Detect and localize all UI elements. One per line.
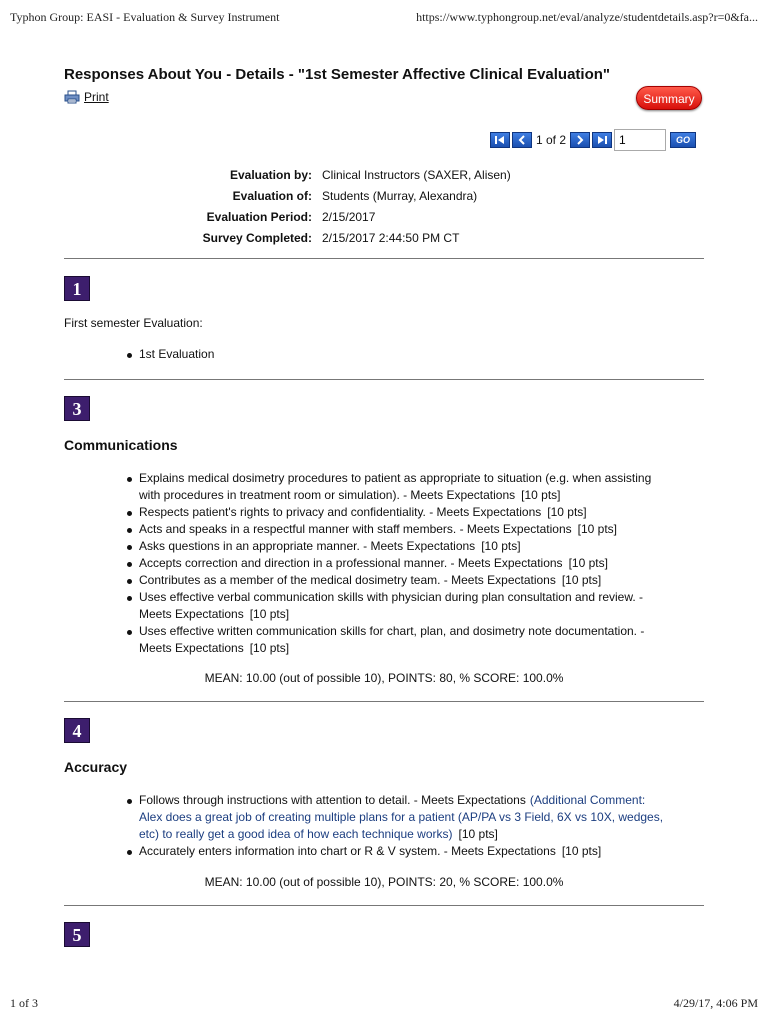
printer-icon (64, 90, 80, 104)
divider (64, 258, 704, 259)
item-points: [10 pts] (547, 505, 587, 519)
section-heading: Communications (64, 437, 178, 453)
section-number-badge: 1 (64, 276, 90, 301)
divider (64, 701, 704, 702)
meta-label: Evaluation Period: (206, 210, 312, 224)
item-text: Follows through instructions with attention to detail. - Meets Expectations (139, 793, 526, 807)
list-item (126, 470, 666, 504)
list-item (126, 843, 666, 860)
meta-value: Clinical Instructors (SAXER, Alisen) (322, 168, 511, 182)
evaluation-meta (64, 168, 704, 252)
section-items (126, 792, 666, 860)
list-item (126, 572, 666, 589)
meta-row (64, 210, 704, 231)
meta-value: 2/15/2017 2:44:50 PM CT (322, 231, 460, 245)
meta-value: 2/15/2017 (322, 210, 376, 224)
item-text: 1st Evaluation (139, 347, 215, 361)
list-item (126, 538, 666, 555)
item-points: [10 pts] (249, 641, 290, 655)
meta-label: Survey Completed: (202, 231, 312, 245)
meta-value: Students (Murray, Alexandra) (322, 189, 478, 203)
section-number-badge: 5 (64, 922, 90, 947)
section-mean-score: MEAN: 10.00 (out of possible 10), POINTS: 20, % SCORE: 100.0% (204, 875, 564, 889)
go-button[interactable]: GO (670, 132, 696, 148)
meta-label: Evaluation by: (229, 168, 312, 182)
item-text: Contributes as a member of the medical dosimetry team. - Meets Expectations (139, 573, 556, 587)
section-number-badge: 3 (64, 396, 90, 421)
item-text: Explains medical dosimetry procedures to patient as appropriate to situation (e.g. when assisting with procedures in treatment room or simulation). - Meets Expectations (139, 471, 652, 502)
meta-label: Evaluation of: (232, 189, 312, 203)
section-items (126, 346, 666, 363)
section-question-text: First semester Evaluation: (64, 316, 203, 330)
meta-row (64, 168, 704, 189)
print-page-number: 1 of 3 (10, 996, 38, 1010)
item-text: Acts and speaks in a respectful manner with staff members. - Meets Expectations (139, 522, 572, 536)
list-item (126, 346, 666, 363)
summary-button[interactable]: Summary (636, 86, 702, 110)
item-points: [10 pts] (481, 539, 521, 553)
list-item (126, 589, 666, 623)
list-item (126, 504, 666, 521)
item-text: Uses effective written communication skills for chart, plan, and dosimetry note documentation. - Meets Expectations (139, 624, 645, 655)
print-header-url: https://www.typhongroup.net/eval/analyze/studentdetails.asp?r=0&fa... (416, 10, 758, 24)
last-page-icon (596, 135, 608, 145)
item-points: [10 pts] (249, 607, 290, 621)
chevron-right-icon (575, 135, 585, 145)
list-item (126, 623, 666, 657)
meta-row (64, 189, 704, 210)
item-text: Respects patient's rights to privacy and confidentiality. - Meets Expectations (139, 505, 542, 519)
first-page-icon (494, 135, 506, 145)
item-text: Accepts correction and direction in a professional manner. - Meets Expectations (139, 556, 563, 570)
print-date: 4/29/17, 4:06 PM (673, 996, 758, 1010)
page-number-input[interactable] (614, 129, 666, 151)
item-text: Asks questions in an appropriate manner. - Meets Expectations (139, 539, 476, 553)
divider (64, 379, 704, 380)
section-heading: Accuracy (64, 759, 128, 775)
print-header-title: Typhon Group: EASI - Evaluation & Survey Instrument (10, 10, 280, 24)
divider (64, 905, 704, 906)
list-item (126, 521, 666, 538)
list-item (126, 555, 666, 572)
next-page-button[interactable] (570, 132, 590, 148)
print-label[interactable]: Print (84, 90, 109, 104)
list-item (126, 792, 666, 843)
pager (490, 127, 696, 153)
last-page-button[interactable] (592, 132, 612, 148)
page-title: Responses About You - Details - "1st Semester Affective Clinical Evaluation" (64, 66, 611, 83)
item-points: [10 pts] (561, 844, 602, 858)
additional-comment: (Additional Comment: Alex does a great job of creating multiple plans for a patient (AP/PA vs 3 Field, 6X vs 10X, wedges, etc) to really get a good idea of how each technique works) (139, 793, 664, 841)
item-text: Accurately enters information into chart or R & V system. - Meets Expectations (139, 844, 556, 858)
item-text: Uses effective verbal communication skills with physician during plan consultation and review. - Meets Expectations (139, 590, 644, 621)
chevron-left-icon (517, 135, 527, 145)
page-indicator: 1 of 2 (536, 133, 567, 147)
item-points: [10 pts] (577, 522, 617, 536)
print-link[interactable] (64, 90, 109, 104)
previous-page-button[interactable] (512, 132, 532, 148)
item-points: [10 pts] (561, 573, 602, 587)
section-number-badge: 4 (64, 718, 90, 743)
meta-row (64, 231, 704, 252)
item-points: [10 pts] (568, 556, 608, 570)
section-items (126, 470, 666, 657)
item-points: [10 pts] (521, 488, 561, 502)
first-page-button[interactable] (490, 132, 510, 148)
section-mean-score: MEAN: 10.00 (out of possible 10), POINTS: 80, % SCORE: 100.0% (204, 671, 564, 685)
item-points: [10 pts] (458, 827, 498, 841)
